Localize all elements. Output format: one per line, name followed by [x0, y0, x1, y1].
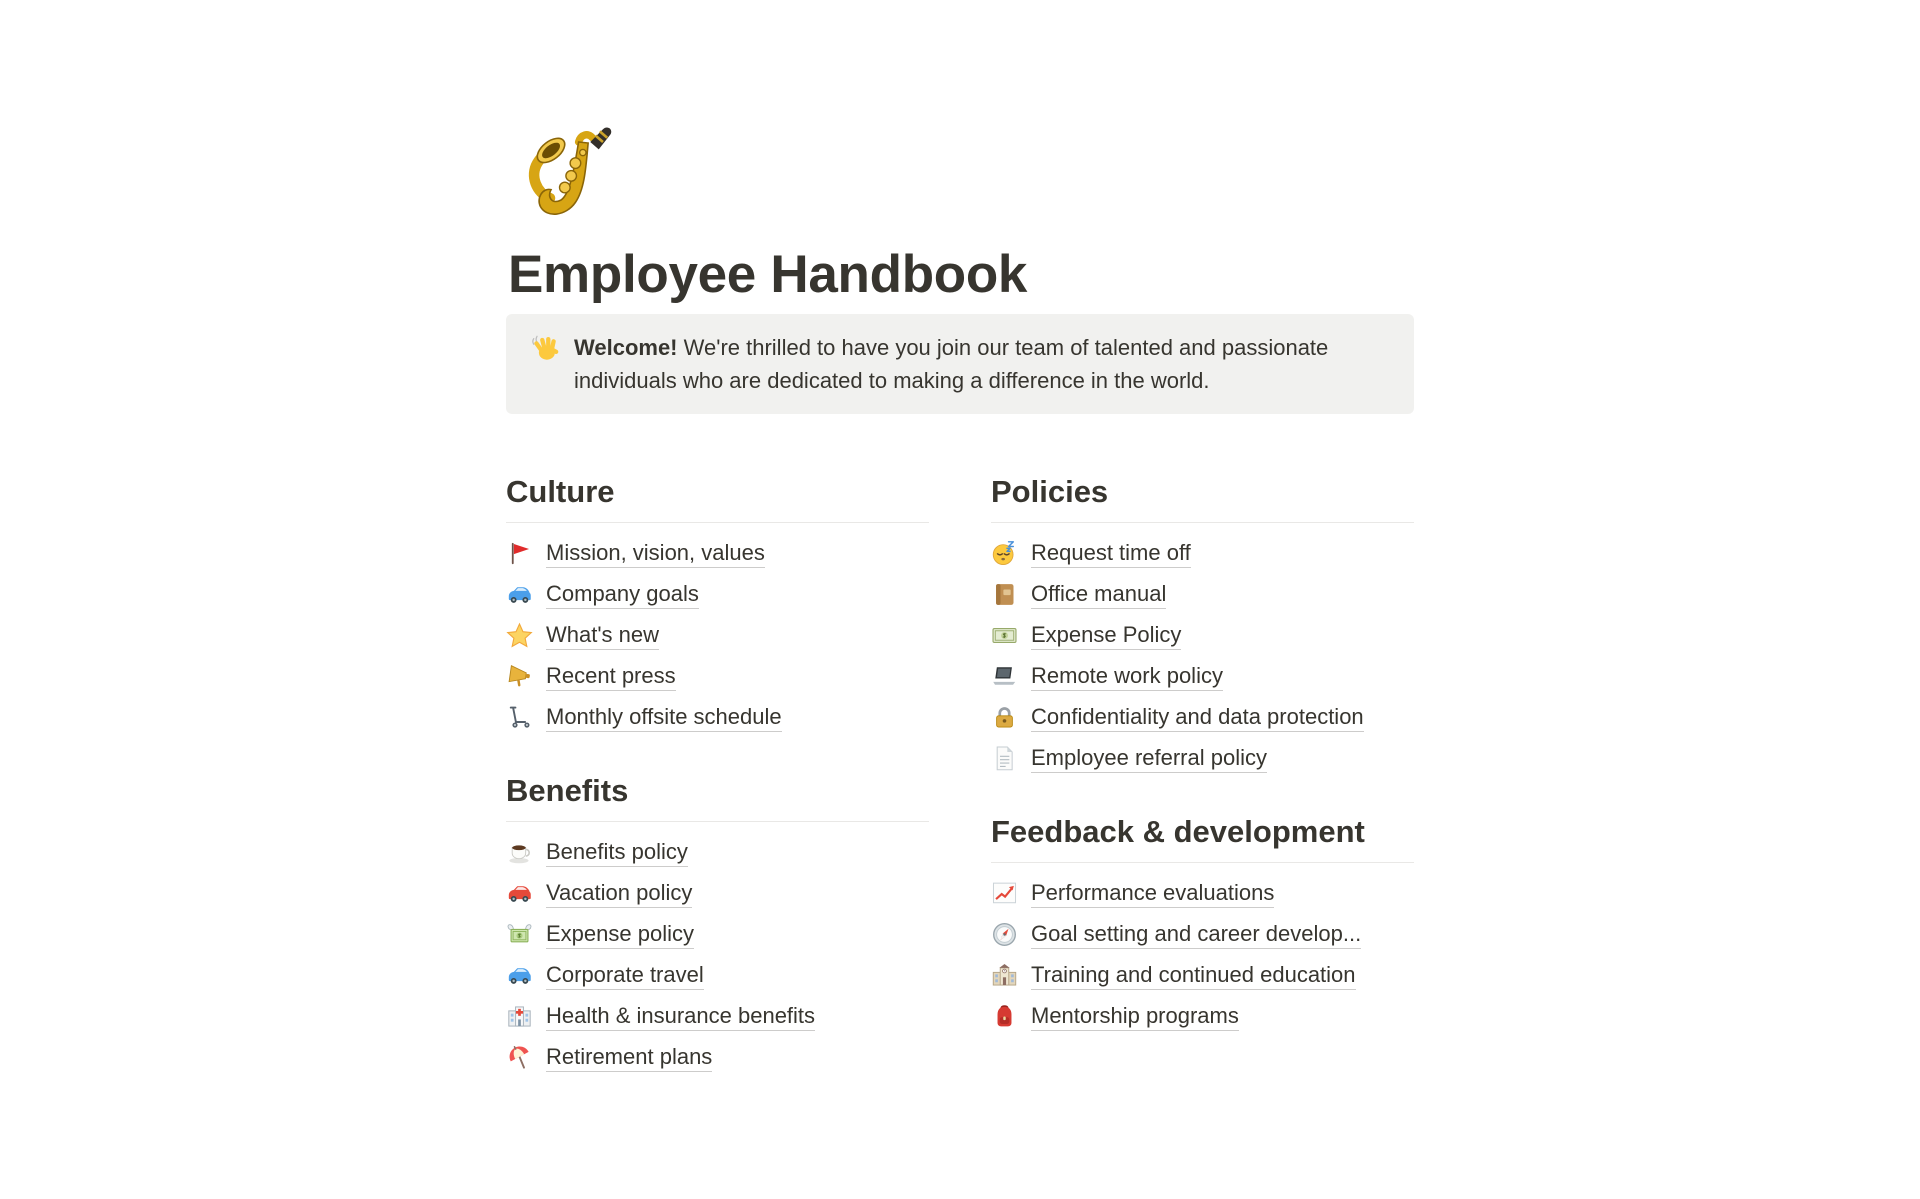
- section-heading-benefits: Benefits: [506, 772, 629, 808]
- page-title[interactable]: Employee Handbook: [508, 245, 1028, 304]
- section: [506, 472, 929, 738]
- star-icon: [506, 622, 533, 649]
- laptop-icon: [991, 663, 1018, 690]
- page-link-monthly-offsite-schedule[interactable]: Monthly offsite schedule: [506, 697, 929, 738]
- page-link-mentorship-programs[interactable]: Mentorship programs: [991, 996, 1414, 1037]
- page-link-request-time-off[interactable]: Request time off: [991, 533, 1414, 574]
- link-list: [506, 533, 929, 738]
- section-heading-feedback-development: Feedback & development: [991, 813, 1365, 849]
- page-icon-saxophone[interactable]: [514, 125, 622, 231]
- callout-bold-text: Welcome!: [574, 334, 678, 360]
- page-link-training-and-continued-education[interactable]: Training and continued education: [991, 955, 1414, 996]
- section-divider: [991, 862, 1414, 863]
- link-list: [506, 832, 929, 1078]
- link-list: [991, 873, 1414, 1037]
- page-link-benefits-policy[interactable]: Benefits policy: [506, 832, 929, 873]
- callout-body-text: We're thrilled to have you join our team of talented and passionate individuals who are dedicated to making a difference in the world.: [574, 334, 1329, 393]
- money-with-wings-icon: [506, 921, 533, 948]
- section: [991, 812, 1414, 1037]
- page-link-health-insurance-benefits[interactable]: Health & insurance benefits: [506, 996, 929, 1037]
- lock-icon: [991, 704, 1018, 731]
- page-link-performance-evaluations[interactable]: Performance evaluations: [991, 873, 1414, 914]
- page-link-office-manual[interactable]: Office manual: [991, 574, 1414, 615]
- kick-scooter-icon: [506, 704, 533, 731]
- page-link-remote-work-policy[interactable]: Remote work policy: [991, 656, 1414, 697]
- page-link-expense-policy[interactable]: Expense policy: [506, 914, 929, 955]
- left-column: [506, 472, 929, 1078]
- two-column-layout: [506, 472, 1414, 1078]
- backpack-icon: [991, 1003, 1018, 1030]
- page-icon: [991, 745, 1018, 772]
- callout-text: [574, 331, 1390, 397]
- page-link-corporate-travel[interactable]: Corporate travel: [506, 955, 929, 996]
- section: [991, 472, 1414, 779]
- page-link-mission-vision-values[interactable]: Mission, vision, values: [506, 533, 929, 574]
- red-flag-icon: [506, 540, 533, 567]
- page-link-goal-setting-and-career-develop[interactable]: Goal setting and career develop...: [991, 914, 1414, 955]
- beach-umbrella-icon: [506, 1044, 533, 1071]
- link-list: [991, 533, 1414, 779]
- compass-icon: [991, 921, 1018, 948]
- page-link-employee-referral-policy[interactable]: Employee referral policy: [991, 738, 1414, 779]
- waving-hand-icon: [530, 333, 560, 363]
- section-heading-culture: Culture: [506, 473, 615, 509]
- welcome-callout: [506, 314, 1414, 414]
- blue-car-icon: [506, 581, 533, 608]
- hospital-icon: [506, 1003, 533, 1030]
- megaphone-icon: [506, 663, 533, 690]
- page-link-retirement-plans[interactable]: Retirement plans: [506, 1037, 929, 1078]
- page-link-company-goals[interactable]: Company goals: [506, 574, 929, 615]
- school-icon: [991, 962, 1018, 989]
- page-link-confidentiality-and-data-protection[interactable]: Confidentiality and data protection: [991, 697, 1414, 738]
- hot-beverage-icon: [506, 839, 533, 866]
- section: [506, 771, 929, 1078]
- page-link-what-s-new[interactable]: What's new: [506, 615, 929, 656]
- sleeping-face-icon: [991, 540, 1018, 567]
- page-link-recent-press[interactable]: Recent press: [506, 656, 929, 697]
- page-link-vacation-policy[interactable]: Vacation policy: [506, 873, 929, 914]
- right-column: [991, 472, 1414, 1078]
- notebook-icon: [991, 581, 1018, 608]
- dollar-banknote-icon: [991, 622, 1018, 649]
- notion-page: [506, 0, 1414, 1078]
- section-divider: [506, 821, 929, 822]
- section-heading-policies: Policies: [991, 473, 1109, 509]
- chart-increasing-icon: [991, 880, 1018, 907]
- section-divider: [506, 522, 929, 523]
- page-link-expense-policy[interactable]: Expense Policy: [991, 615, 1414, 656]
- red-car-icon: [506, 880, 533, 907]
- section-divider: [991, 522, 1414, 523]
- blue-car-icon: [506, 962, 533, 989]
